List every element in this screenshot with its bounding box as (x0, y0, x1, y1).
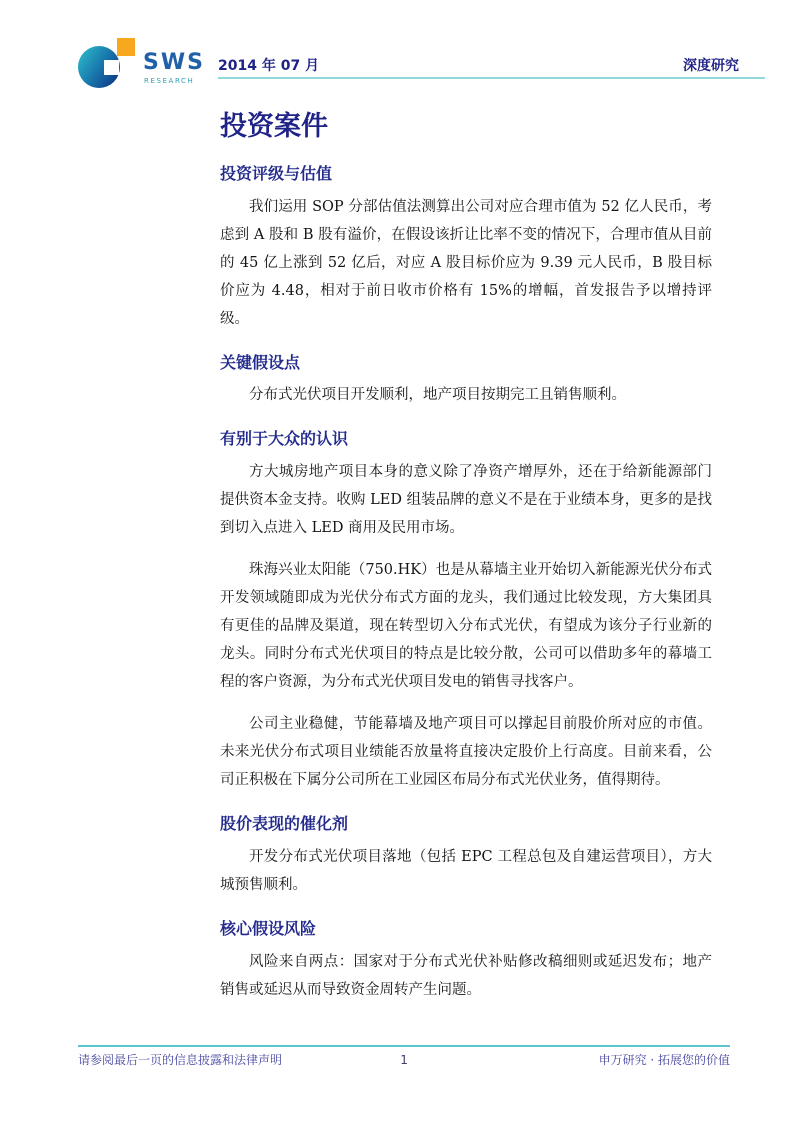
paragraph: 开发分布式光伏项目落地（包括 EPC 工程总包及自建运营项目），方大城预售顺利。 (220, 848, 712, 893)
section-heading: 关键假设点 (220, 352, 301, 372)
paragraph: 风险来自两点：国家对于分布式光伏补贴修改稿细则或延迟发布；地产销售或延迟从而导致资金周转产生问题。 (220, 953, 712, 998)
page-header (218, 55, 765, 75)
section-heading: 有别于大众的认识 (220, 429, 349, 449)
paragraph: 公司主业稳健，节能幕墙及地产项目可以撑起目前股价所对应的市值。未来光伏分布式项目业绩能否放量将直接决定股价上行高度。目前来看，公司正积极在下属分公司所在工业园区布局分布式光伏业务，值得期待。 (220, 716, 712, 789)
report-date: 2014 年 07 月 (218, 58, 320, 74)
logo-sws-text: SWS (143, 50, 205, 75)
report-type-label: 深度研究 (683, 58, 739, 74)
section-share-price-catalysts (220, 814, 712, 899)
footer-disclaimer: 请参阅最后一页的信息披露和法律声明 (78, 1053, 283, 1067)
page-number: 1 (400, 1053, 408, 1067)
paragraph: 珠海兴业太阳能（750.HK）也是从幕墙主业开始切入新能源光伏分布式开发领域随即成为光伏分布式方面的龙头，我们通过比较发现，方大集团具有更佳的品牌及渠道，现在转型切入分布式光伏，有望成为该分子行业新的龙头。同时分布式光伏项目的特点是比较分散，公司可以借助多年的幕墙工程的客户资源，为分布式光伏项目发电的销售寻找客户。 (220, 562, 712, 691)
page-title: 投资案件 (220, 111, 328, 142)
paragraph: 方大城房地产项目本身的意义除了净资产增厚外，还在于给新能源部门提供资本金支持。收购 LED 组装品牌的意义不是在于业绩本身，更多的是找到切入点进入 LED 商用及民用市场。 (220, 464, 712, 537)
header-divider (218, 77, 765, 79)
paragraph: 分布式光伏项目开发顺利，地产项目按期完工且销售顺利。 (249, 387, 626, 404)
footer-slogan: 申万研究 · 拓展您的价值 (598, 1053, 731, 1067)
section-heading: 投资评级与估值 (220, 163, 333, 183)
logo-research-text: RESEARCH (144, 77, 195, 85)
page-footer (78, 1051, 730, 1068)
section-heading: 股价表现的催化剂 (220, 814, 349, 834)
logo-white-square-icon (104, 60, 119, 75)
logo-orange-square-icon (117, 38, 135, 56)
section-rating-and-valuation (220, 164, 712, 333)
paragraph: 我们运用 SOP 分部估值法测算出公司对应合理市值为 52 亿人民币，考虑到 A 股和 B 股有溢价，在假设该折让比率不变的情况下，合理市值从目前的 45 亿上涨到 52 亿后，对应 A 股目标价应为 9.39 元人民币，B 股目标价应为 4.48，相对于前日收市价格有 15%的增幅，首发报告予以增持评级。 (220, 198, 712, 327)
footer-divider (78, 1045, 730, 1047)
section-heading: 核心假设风险 (220, 918, 317, 938)
section-differentiated-view (220, 429, 712, 794)
report-body (220, 110, 712, 1018)
sws-research-logo (78, 36, 218, 94)
section-core-risks (220, 919, 712, 1004)
section-key-assumptions (220, 353, 712, 410)
